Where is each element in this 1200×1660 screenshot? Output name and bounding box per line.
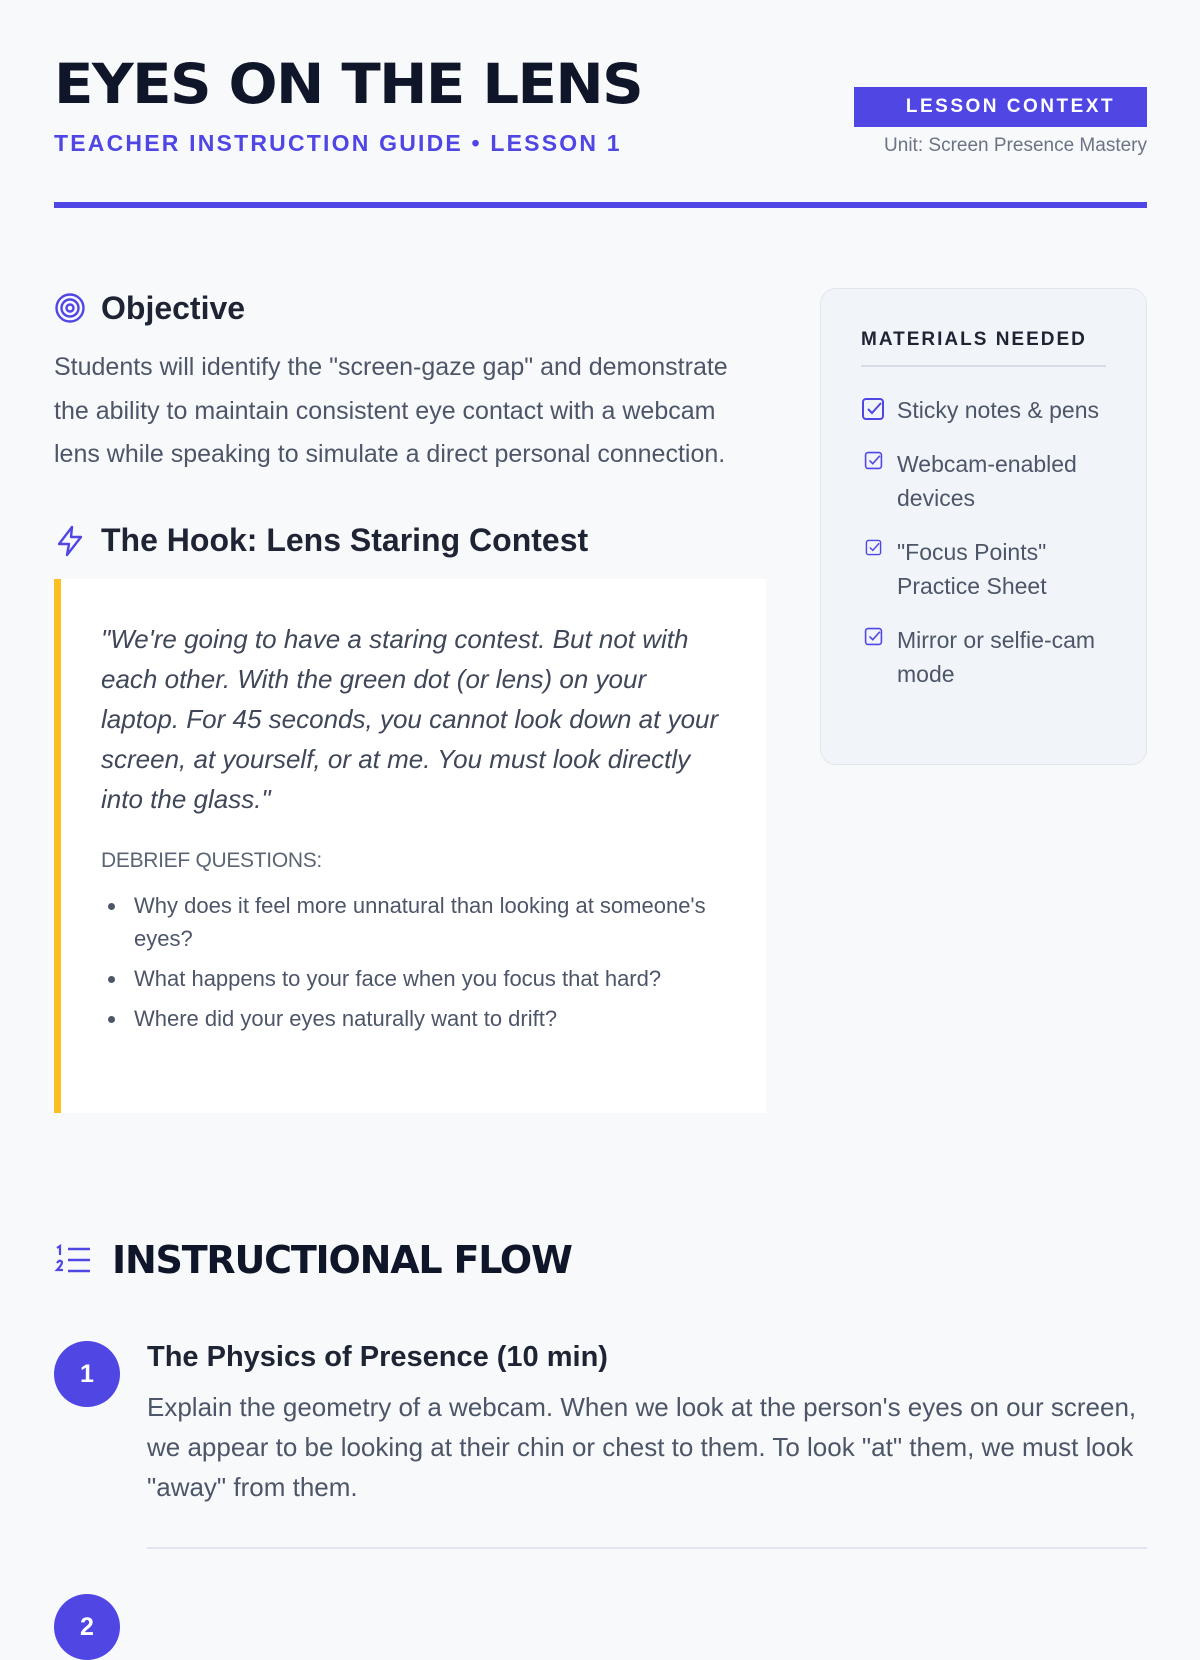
debrief-question: What happens to your face when you focus that hard? <box>101 962 726 995</box>
target-icon <box>54 292 86 324</box>
materials-item <box>861 447 1106 515</box>
materials-heading: MATERIALS NEEDED <box>861 329 1106 367</box>
lesson-page <box>54 0 1147 1641</box>
materials-item <box>861 623 1106 691</box>
step-divider <box>147 1547 1147 1549</box>
materials-list <box>861 393 1106 691</box>
checkbox-checked-icon <box>861 627 885 646</box>
page-subtitle: TEACHER INSTRUCTION GUIDE • LESSON 1 <box>54 130 622 156</box>
flow-heading-row <box>54 1238 572 1282</box>
debrief-questions <box>101 889 726 1035</box>
lightning-icon <box>54 525 86 557</box>
page-title: EYES ON THE LENS <box>54 52 643 116</box>
hook-quote: "We're going to have a staring contest. But not with each other. With the green dot (or lens) on your laptop. For 45 seconds, you cannot look down at your screen, at yourself, or at me. You must look directly into the glass." <box>101 623 719 814</box>
materials-item <box>861 535 1106 603</box>
main-column <box>54 288 766 1113</box>
step-text: Explain the geometry of a webcam. When we look at the person's eyes on our screen, we appear to be looking at their chin or chest to them. To look "at" them, we must look "away" from them. <box>147 1392 1137 1502</box>
debrief-label: DEBRIEF QUESTIONS: <box>101 848 322 872</box>
lesson-context-badge: LESSON CONTEXT <box>854 87 1147 127</box>
materials-item-label: Webcam-enabled devices <box>897 451 1077 511</box>
checkbox-checked-icon <box>861 397 885 421</box>
materials-item-label: Mirror or selfie-cam mode <box>897 627 1096 687</box>
checkbox-checked-icon <box>861 451 885 470</box>
materials-item <box>861 393 1106 427</box>
step-body <box>147 1341 1147 1549</box>
objective-text: Students will identify the "screen-gaze gap" and demonstrate the ability to maintain consistent eye contact with a webcam lens while speaking to simulate a direct personal connection. <box>54 353 728 468</box>
objective-heading: Objective <box>101 289 246 326</box>
debrief-question: Where did your eyes naturally want to drift? <box>101 1002 726 1035</box>
materials-item-label: "Focus Points" Practice Sheet <box>897 539 1047 599</box>
hook-heading: The Hook: Lens Staring Contest <box>101 522 589 558</box>
hook-heading-row <box>54 521 766 561</box>
objective-heading-row <box>54 288 766 328</box>
numbered-list-icon <box>54 1241 92 1279</box>
page-header <box>54 0 1147 208</box>
debrief-question: Why does it feel more unnatural than looking at someone's eyes? <box>101 889 726 955</box>
hook-callout <box>54 579 766 1113</box>
step-number-badge: 2 <box>54 1594 120 1660</box>
checkbox-checked-icon <box>861 539 885 556</box>
materials-card <box>820 288 1147 765</box>
step-number-badge: 1 <box>54 1341 120 1407</box>
unit-label: Unit: Screen Presence Mastery <box>884 135 1147 156</box>
materials-item-label: Sticky notes & pens <box>897 397 1099 423</box>
step-title: The Physics of Presence (10 min) <box>147 1341 608 1373</box>
flow-heading: INSTRUCTIONAL FLOW <box>112 1238 572 1282</box>
